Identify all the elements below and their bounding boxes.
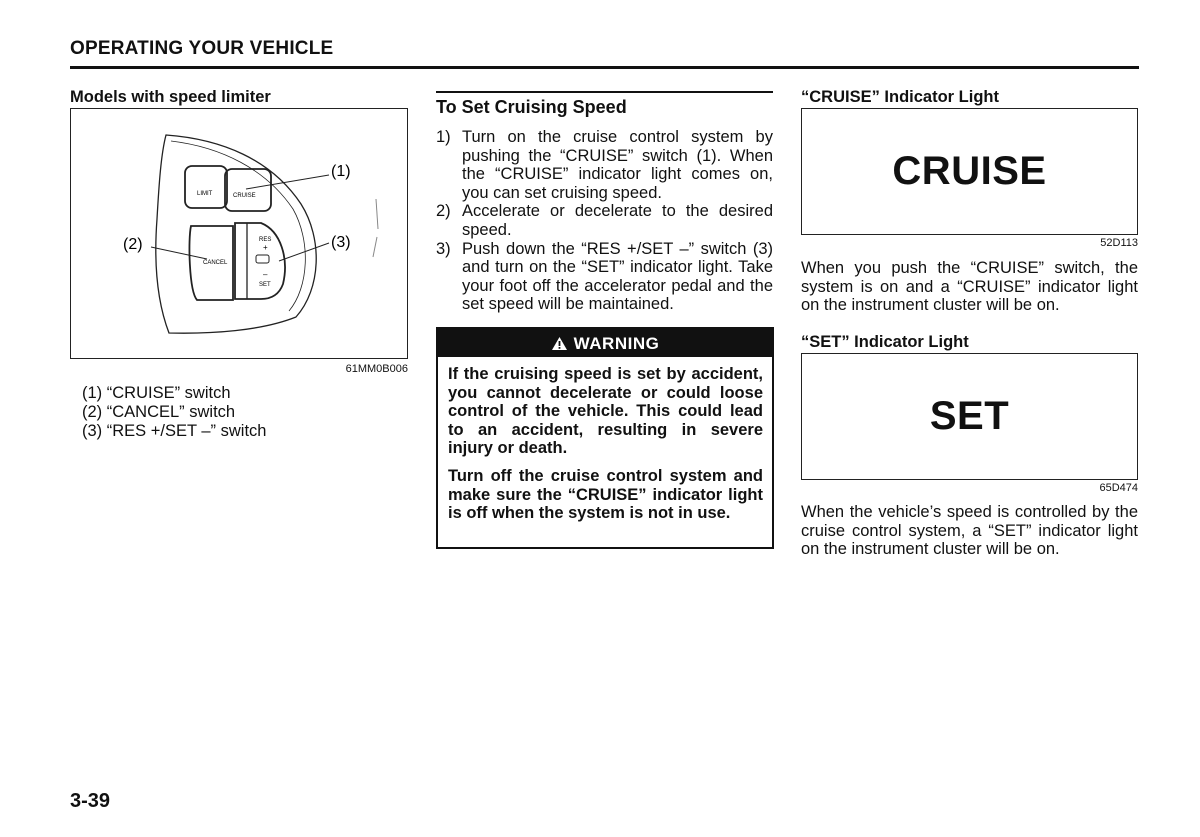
step-item — [436, 240, 773, 314]
warning-triangle-icon — [551, 336, 568, 351]
set-indicator-description: When the vehicle’s speed is controlled by the cruise control system, a “SET” indicator light on the instrument cluster will be on. — [801, 503, 1138, 559]
cruise-steps-list — [436, 128, 773, 314]
limit-switch-label: LIMIT — [197, 191, 213, 197]
cancel-switch-label: CANCEL — [203, 260, 228, 266]
steering-switch-figure — [70, 108, 408, 359]
set-indicator-text: SET — [929, 394, 1010, 438]
figure-code: 61MM0B006 — [345, 363, 408, 375]
set-cruising-speed-heading: To Set Cruising Speed — [436, 91, 773, 122]
speed-limiter-subtitle: Models with speed limiter — [70, 88, 271, 106]
switch-legend — [82, 384, 266, 441]
cruise-indicator-figure — [801, 108, 1138, 235]
step-number: 3) — [436, 239, 451, 258]
step-number: 2) — [436, 202, 451, 221]
set-figure-code: 65D474 — [1099, 482, 1138, 494]
cruise-switch-label: CRUISE — [233, 193, 256, 199]
warning-label: WARNING — [573, 334, 660, 353]
step-text: Accelerate or decelerate to the desired speed. — [462, 202, 773, 239]
legend-item: (3) “RES +/SET –” switch — [82, 422, 267, 440]
header-rule — [70, 66, 1139, 69]
set-indicator-title: “SET” Indicator Light — [801, 333, 969, 351]
page-header-title: OPERATING YOUR VEHICLE — [70, 38, 334, 59]
warning-header — [438, 329, 772, 357]
step-text: Turn on the cruise control system by pushing the “CRUISE” switch (1). When the “CRUISE” indicator light comes on, you can set cruising speed. — [462, 128, 773, 202]
cruise-indicator-text: CRUISE — [892, 149, 1047, 193]
cruise-indicator-title: “CRUISE” Indicator Light — [801, 88, 999, 106]
warning-paragraph: If the cruising speed is set by accident, you cannot decelerate or could loose control of the vehicle. This could lead to an accident, resulting in severe injury or death. — [448, 365, 763, 458]
legend-item: (1) “CRUISE” switch — [82, 384, 231, 402]
step-item — [436, 202, 773, 239]
cruise-figure-code: 52D113 — [1100, 237, 1138, 249]
res-switch-label: RES — [259, 237, 272, 243]
callout-1: (1) — [331, 163, 351, 180]
callout-3: (3) — [331, 234, 351, 251]
cruise-indicator-description: When you push the “CRUISE” switch, the system is on and a “CRUISE” indicator light on the instrument cluster will be on. — [801, 259, 1138, 315]
legend-item: (2) “CANCEL” switch — [82, 403, 236, 421]
callout-2: (2) — [123, 236, 143, 253]
set-minus-symbol: – — [263, 270, 268, 279]
step-item — [436, 128, 773, 202]
warning-body — [438, 357, 772, 538]
set-switch-label: SET — [259, 282, 271, 288]
step-text: Push down the “RES +/SET –” switch (3) and turn on the “SET” indicator light. Take your foot off the accelerator pedal and the set speed will be maintained. — [462, 239, 773, 314]
page-number: 3-39 — [70, 790, 111, 812]
steering-switch-illustration — [71, 109, 407, 358]
warning-paragraph: Turn off the cruise control system and make sure the “CRUISE” indicator light is off when the system is not in use. — [448, 466, 763, 523]
set-indicator-figure — [801, 353, 1138, 480]
res-plus-symbol: + — [263, 243, 268, 252]
warning-box — [436, 327, 774, 549]
step-number: 1) — [436, 128, 451, 146]
